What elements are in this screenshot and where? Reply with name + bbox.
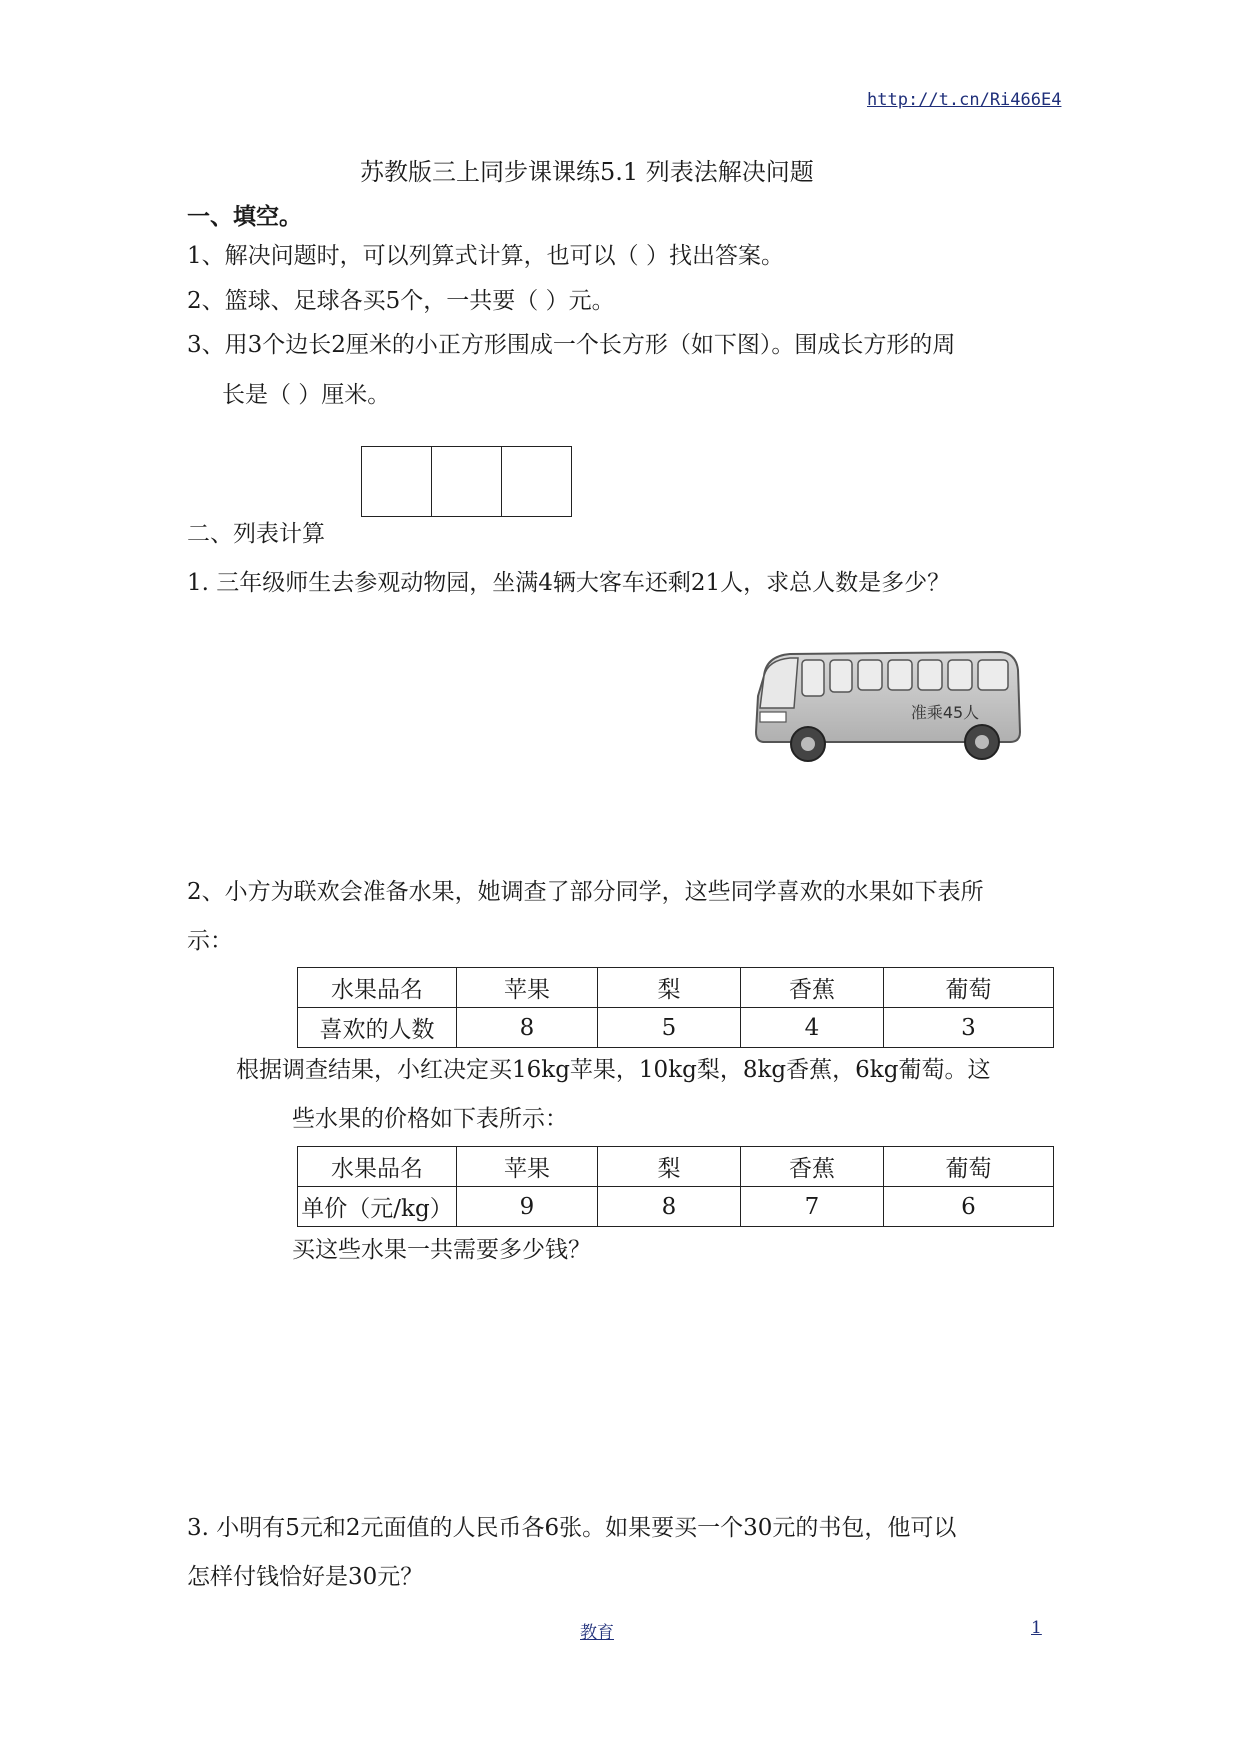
table-row (298, 1008, 1054, 1048)
square-3 (502, 447, 571, 516)
table-cell: 7 (741, 1187, 884, 1227)
table-cell: 4 (741, 1008, 884, 1048)
bus-illustration (750, 646, 1025, 766)
table-header-row (298, 968, 1054, 1008)
question-3-line1: 3、用3个边长2厘米的小正方形围成一个长方形（如下图）。围成长方形的周 (187, 332, 956, 358)
table-cell: 8 (598, 1187, 741, 1227)
problem-2-line3: 根据调查结果，小红决定买16kg苹果，10kg梨，8kg香蕉，6kg葡萄。这 (236, 1057, 991, 1083)
question-2: 2、篮球、足球各买5个，一共要（ ）元。 (187, 288, 615, 314)
header-url-link[interactable]: http://t.cn/Ri466E4 (867, 90, 1062, 110)
table-cell: 香蕉 (741, 1147, 884, 1187)
table-cell: 梨 (598, 1147, 741, 1187)
problem-2-line4: 些水果的价格如下表所示： (292, 1106, 568, 1132)
table-cell: 葡萄 (884, 1147, 1054, 1187)
table-cell: 葡萄 (884, 968, 1054, 1008)
problem-2-line2: 示： (187, 928, 233, 954)
table-cell: 单价（元/kg） (298, 1187, 457, 1227)
three-squares-figure (361, 446, 572, 517)
problem-1: 1. 三年级师生去参观动物园，坐满4辆大客车还剩21人，求总人数是多少？ (187, 570, 951, 596)
question-1: 1、解决问题时，可以列算式计算，也可以（ ）找出答案。 (187, 243, 784, 269)
section2-heading: 二、列表计算 (187, 521, 325, 547)
problem-3-line1: 3. 小明有5元和2元面值的人民币各6张。如果要买一个30元的书包，他可以 (187, 1515, 957, 1541)
table-cell: 苹果 (457, 968, 598, 1008)
table-cell: 5 (598, 1008, 741, 1048)
table-cell: 香蕉 (741, 968, 884, 1008)
page-number-link[interactable]: 1 (1031, 1618, 1042, 1638)
table-cell: 水果品名 (298, 1147, 457, 1187)
table-cell: 喜欢的人数 (298, 1008, 457, 1048)
problem-2-line5: 买这些水果一共需要多少钱？ (292, 1237, 591, 1263)
problem-3-line2: 怎样付钱恰好是30元？ (187, 1564, 424, 1590)
square-2 (432, 447, 502, 516)
fruit-price-table (297, 1146, 1054, 1227)
question-3-line2: 长是（ ）厘米。 (222, 382, 391, 408)
table-cell: 8 (457, 1008, 598, 1048)
table-cell: 6 (884, 1187, 1054, 1227)
table-cell: 水果品名 (298, 968, 457, 1008)
table-row (298, 1187, 1054, 1227)
page-title: 苏教版三上同步课课练5.1 列表法解决问题 (360, 158, 814, 186)
footer-center-link[interactable]: 教育 (580, 1623, 614, 1643)
table-cell: 3 (884, 1008, 1054, 1048)
problem-2-line1: 2、小方为联欢会准备水果，她调查了部分同学，这些同学喜欢的水果如下表所 (187, 879, 984, 905)
square-1 (362, 447, 432, 516)
bus-sign-text: 准乘45人 (910, 703, 980, 722)
section1-heading: 一、填空。 (187, 204, 302, 230)
table-cell: 苹果 (457, 1147, 598, 1187)
table-cell: 梨 (598, 968, 741, 1008)
table-header-row (298, 1147, 1054, 1187)
fruit-preference-table (297, 967, 1054, 1048)
table-cell: 9 (457, 1187, 598, 1227)
